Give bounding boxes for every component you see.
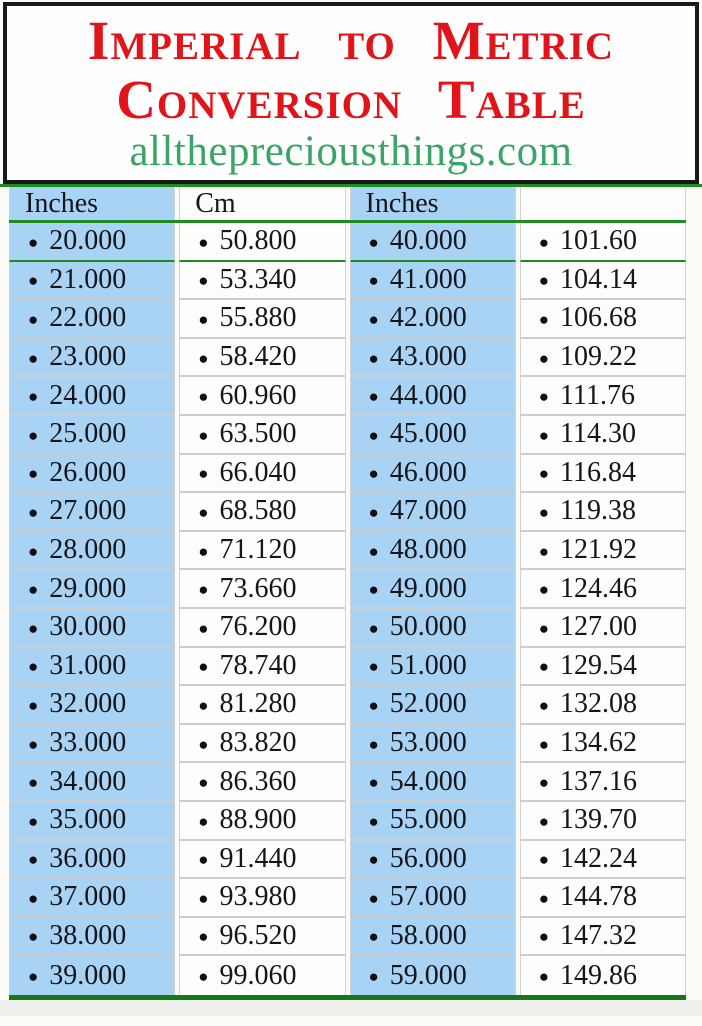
cell-value: 24.000 xyxy=(49,379,127,411)
bullet-icon: ● xyxy=(28,348,39,368)
cell-value: 142.24 xyxy=(560,842,638,874)
bullet-icon: ● xyxy=(538,348,550,368)
bullet-icon: ● xyxy=(368,425,379,445)
cell-value: 58.420 xyxy=(219,341,297,373)
cell-value: 59.000 xyxy=(389,959,467,991)
inches-cell xyxy=(9,377,175,416)
bullet-icon: ● xyxy=(28,967,39,987)
table-row xyxy=(9,377,686,416)
cell-value: 114.30 xyxy=(560,418,636,450)
cm-cell xyxy=(520,223,686,262)
bullet-icon: ● xyxy=(198,348,209,368)
bullet-icon: ● xyxy=(198,464,209,484)
column-header-inches-1: Inches xyxy=(9,187,175,220)
cell-value: 44.000 xyxy=(389,379,467,411)
cm-cell xyxy=(520,841,686,880)
table-row xyxy=(9,493,686,532)
table-row xyxy=(9,416,686,455)
inches-cell xyxy=(9,532,175,571)
bullet-icon: ● xyxy=(198,580,209,600)
cm-cell xyxy=(520,725,686,764)
cell-value: 48.000 xyxy=(389,534,467,566)
cm-cell xyxy=(179,841,345,880)
table-row xyxy=(9,609,686,648)
cm-cell xyxy=(179,609,345,648)
table-row xyxy=(9,339,686,378)
inches-cell xyxy=(350,416,516,455)
table-row xyxy=(9,300,686,339)
inches-cell xyxy=(9,223,175,262)
bullet-icon: ● xyxy=(538,695,550,715)
cell-value: 56.000 xyxy=(389,842,467,874)
inches-cell xyxy=(350,300,516,339)
cell-value: 91.440 xyxy=(219,842,297,874)
bullet-icon: ● xyxy=(28,657,39,677)
website-link: allthepreciousthings.com xyxy=(129,127,573,175)
cell-value: 47.000 xyxy=(389,495,467,527)
cell-value: 149.86 xyxy=(560,959,638,991)
page-title-line1: Imperial to Metric xyxy=(87,10,615,71)
cell-value: 139.70 xyxy=(560,804,638,836)
inches-cell xyxy=(9,686,175,725)
inches-cell xyxy=(9,339,175,378)
cm-cell xyxy=(520,802,686,841)
cm-cell xyxy=(520,956,686,995)
bullet-icon: ● xyxy=(368,309,379,329)
cell-value: 23.000 xyxy=(49,341,127,373)
bullet-icon: ● xyxy=(368,464,379,484)
bullet-icon: ● xyxy=(28,271,39,291)
cell-value: 53.000 xyxy=(389,727,467,759)
table-row xyxy=(9,686,686,725)
cell-value: 127.00 xyxy=(560,611,638,643)
bullet-icon: ● xyxy=(368,502,379,522)
inches-cell xyxy=(350,377,516,416)
cell-value: 147.32 xyxy=(560,919,638,951)
bullet-icon: ● xyxy=(28,811,39,831)
bullet-icon: ● xyxy=(28,502,39,522)
cell-value: 20.000 xyxy=(49,225,127,257)
cell-value: 21.000 xyxy=(49,263,127,295)
inches-cell xyxy=(350,609,516,648)
bullet-icon: ● xyxy=(198,387,209,407)
cell-value: 73.660 xyxy=(219,572,297,604)
bullet-icon: ● xyxy=(198,271,209,291)
bullet-icon: ● xyxy=(198,888,209,908)
bullet-icon: ● xyxy=(368,541,379,561)
bullet-icon: ● xyxy=(28,888,39,908)
bullet-icon: ● xyxy=(368,348,379,368)
cell-value: 144.78 xyxy=(560,881,638,913)
bullet-icon: ● xyxy=(28,580,39,600)
bullet-icon: ● xyxy=(198,232,209,252)
cell-value: 93.980 xyxy=(219,881,297,913)
bullet-icon: ● xyxy=(368,888,379,908)
cell-value: 50.000 xyxy=(389,611,467,643)
inches-cell xyxy=(350,841,516,880)
cm-cell xyxy=(179,493,345,532)
bullet-icon: ● xyxy=(368,657,379,677)
cm-cell xyxy=(179,416,345,455)
inches-cell xyxy=(9,725,175,764)
table-row xyxy=(9,879,686,918)
inches-cell xyxy=(9,493,175,532)
inches-cell xyxy=(9,262,175,301)
bullet-icon: ● xyxy=(28,695,39,715)
cell-value: 41.000 xyxy=(389,263,467,295)
cell-value: 35.000 xyxy=(49,804,127,836)
bullet-icon: ● xyxy=(28,541,39,561)
bullet-icon: ● xyxy=(198,734,209,754)
inches-cell xyxy=(9,416,175,455)
cell-value: 132.08 xyxy=(560,688,638,720)
cell-value: 124.46 xyxy=(560,572,638,604)
cell-value: 104.14 xyxy=(560,263,638,295)
inches-cell xyxy=(350,802,516,841)
cell-value: 45.000 xyxy=(389,418,467,450)
cm-cell xyxy=(520,416,686,455)
cell-value: 109.22 xyxy=(560,341,638,373)
inches-cell xyxy=(350,493,516,532)
bullet-icon: ● xyxy=(368,387,379,407)
cell-value: 53.340 xyxy=(219,263,297,295)
cell-value: 137.16 xyxy=(560,765,638,797)
inches-cell xyxy=(350,956,516,995)
inches-cell xyxy=(9,300,175,339)
bullet-icon: ● xyxy=(368,734,379,754)
bullet-icon: ● xyxy=(28,927,39,947)
cell-value: 134.62 xyxy=(560,727,638,759)
cell-value: 25.000 xyxy=(49,418,127,450)
bullet-icon: ● xyxy=(538,773,550,793)
cell-value: 86.360 xyxy=(219,765,297,797)
bullet-icon: ● xyxy=(28,734,39,754)
cell-value: 71.120 xyxy=(219,534,297,566)
conversion-table xyxy=(9,187,686,995)
bullet-icon: ● xyxy=(28,850,39,870)
bullet-icon: ● xyxy=(28,618,39,638)
bullet-icon: ● xyxy=(28,309,39,329)
bullet-icon: ● xyxy=(368,850,379,870)
cm-cell xyxy=(179,956,345,995)
cell-value: 43.000 xyxy=(389,341,467,373)
table-header-row xyxy=(9,187,686,220)
cell-value: 129.54 xyxy=(560,649,638,681)
cell-value: 31.000 xyxy=(49,649,127,681)
inches-cell xyxy=(350,223,516,262)
cell-value: 40.000 xyxy=(389,225,467,257)
cell-value: 54.000 xyxy=(389,765,467,797)
cell-value: 58.000 xyxy=(389,919,467,951)
column-header-inches-2: Inches xyxy=(350,187,516,220)
bullet-icon: ● xyxy=(538,967,550,987)
bullet-icon: ● xyxy=(538,425,550,445)
cm-cell xyxy=(179,455,345,494)
bullet-icon: ● xyxy=(28,464,39,484)
inches-cell xyxy=(9,879,175,918)
cm-cell xyxy=(179,725,345,764)
cell-value: 22.000 xyxy=(49,302,127,334)
bullet-icon: ● xyxy=(538,618,550,638)
bullet-icon: ● xyxy=(368,811,379,831)
cell-value: 63.500 xyxy=(219,418,297,450)
cell-value: 46.000 xyxy=(389,456,467,488)
bullet-icon: ● xyxy=(198,309,209,329)
page-footer-strip xyxy=(0,1000,702,1016)
title-box xyxy=(3,2,699,184)
cm-cell xyxy=(179,300,345,339)
bullet-icon: ● xyxy=(538,464,550,484)
cm-cell xyxy=(520,686,686,725)
table-row xyxy=(9,802,686,841)
cell-value: 88.900 xyxy=(219,804,297,836)
bullet-icon: ● xyxy=(368,271,379,291)
cell-value: 83.820 xyxy=(219,727,297,759)
inches-cell xyxy=(9,802,175,841)
bullet-icon: ● xyxy=(198,657,209,677)
bullet-icon: ● xyxy=(368,580,379,600)
bullet-icon: ● xyxy=(28,425,39,445)
bullet-icon: ● xyxy=(198,850,209,870)
cm-cell xyxy=(520,262,686,301)
cell-value: 39.000 xyxy=(49,959,127,991)
cm-cell xyxy=(520,493,686,532)
bullet-icon: ● xyxy=(198,425,209,445)
inches-cell xyxy=(350,648,516,687)
bullet-icon: ● xyxy=(28,387,39,407)
bullet-icon: ● xyxy=(198,773,209,793)
bullet-icon: ● xyxy=(368,232,379,252)
bullet-icon: ● xyxy=(538,541,550,561)
table-row xyxy=(9,763,686,802)
inches-cell xyxy=(350,339,516,378)
bullet-icon: ● xyxy=(198,927,209,947)
inches-cell xyxy=(350,686,516,725)
inches-cell xyxy=(9,570,175,609)
cell-value: 36.000 xyxy=(49,842,127,874)
bullet-icon: ● xyxy=(538,309,550,329)
bullet-icon: ● xyxy=(368,967,379,987)
bullet-icon: ● xyxy=(198,502,209,522)
cell-value: 52.000 xyxy=(389,688,467,720)
inches-cell xyxy=(350,879,516,918)
cm-cell xyxy=(520,300,686,339)
cell-value: 42.000 xyxy=(389,302,467,334)
cell-value: 51.000 xyxy=(389,649,467,681)
cm-cell xyxy=(179,918,345,957)
cm-cell xyxy=(520,609,686,648)
cell-value: 55.000 xyxy=(389,804,467,836)
table-row xyxy=(9,532,686,571)
bullet-icon: ● xyxy=(28,232,39,252)
cell-value: 34.000 xyxy=(49,765,127,797)
cm-cell xyxy=(179,879,345,918)
bullet-icon: ● xyxy=(198,618,209,638)
conversion-table-body xyxy=(9,223,686,995)
cell-value: 101.60 xyxy=(560,225,638,257)
cm-cell xyxy=(179,532,345,571)
cm-cell xyxy=(179,686,345,725)
column-header-cm-2 xyxy=(520,187,686,220)
cm-cell xyxy=(520,570,686,609)
bullet-icon: ● xyxy=(368,618,379,638)
inches-cell xyxy=(350,570,516,609)
cm-cell xyxy=(179,570,345,609)
cell-value: 96.520 xyxy=(219,919,297,951)
bullet-icon: ● xyxy=(538,271,550,291)
table-row xyxy=(9,648,686,687)
cm-cell xyxy=(520,918,686,957)
inches-cell xyxy=(9,648,175,687)
table-row xyxy=(9,262,686,301)
cell-value: 116.84 xyxy=(560,456,636,488)
cell-value: 29.000 xyxy=(49,572,127,604)
cell-value: 76.200 xyxy=(219,611,297,643)
cm-cell xyxy=(520,455,686,494)
cm-cell xyxy=(520,377,686,416)
cm-cell xyxy=(179,339,345,378)
inches-cell xyxy=(9,918,175,957)
cm-cell xyxy=(179,262,345,301)
page xyxy=(0,2,702,1026)
inches-cell xyxy=(350,725,516,764)
inches-cell xyxy=(9,609,175,648)
cell-value: 106.68 xyxy=(560,302,638,334)
cell-value: 111.76 xyxy=(560,379,635,411)
cell-value: 50.800 xyxy=(219,225,297,257)
cell-value: 99.060 xyxy=(219,959,297,991)
cm-cell xyxy=(520,648,686,687)
cell-value: 28.000 xyxy=(49,534,127,566)
cm-cell xyxy=(520,763,686,802)
table-row xyxy=(9,223,686,262)
cell-value: 81.280 xyxy=(219,688,297,720)
bullet-icon: ● xyxy=(198,541,209,561)
inches-cell xyxy=(350,763,516,802)
inches-cell xyxy=(9,455,175,494)
table-row xyxy=(9,570,686,609)
cell-value: 33.000 xyxy=(49,727,127,759)
cm-cell xyxy=(179,802,345,841)
cell-value: 37.000 xyxy=(49,881,127,913)
cm-cell xyxy=(179,377,345,416)
table-row xyxy=(9,841,686,880)
bullet-icon: ● xyxy=(538,850,550,870)
inches-cell xyxy=(9,763,175,802)
bullet-icon: ● xyxy=(198,811,209,831)
cell-value: 68.580 xyxy=(219,495,297,527)
bullet-icon: ● xyxy=(538,927,550,947)
bullet-icon: ● xyxy=(538,502,550,522)
page-title-line2: Conversion Table xyxy=(116,68,586,130)
bullet-icon: ● xyxy=(368,773,379,793)
bullet-icon: ● xyxy=(368,695,379,715)
bullet-icon: ● xyxy=(538,580,550,600)
cell-value: 26.000 xyxy=(49,456,127,488)
cm-cell xyxy=(520,532,686,571)
cell-value: 49.000 xyxy=(389,572,467,604)
cell-value: 121.92 xyxy=(560,534,638,566)
bullet-icon: ● xyxy=(538,811,550,831)
bullet-icon: ● xyxy=(198,695,209,715)
bullet-icon: ● xyxy=(538,657,550,677)
table-row xyxy=(9,725,686,764)
cell-value: 55.880 xyxy=(219,302,297,334)
table-row xyxy=(9,918,686,957)
cell-value: 32.000 xyxy=(49,688,127,720)
table-row xyxy=(9,956,686,995)
cell-value: 60.960 xyxy=(219,379,297,411)
bullet-icon: ● xyxy=(28,773,39,793)
cm-cell xyxy=(520,879,686,918)
bullet-icon: ● xyxy=(538,387,550,407)
cell-value: 57.000 xyxy=(389,881,467,913)
cell-value: 38.000 xyxy=(49,919,127,951)
cell-value: 66.040 xyxy=(219,456,297,488)
column-header-cm-1: Cm xyxy=(179,187,345,220)
bullet-icon: ● xyxy=(368,927,379,947)
bullet-icon: ● xyxy=(538,888,550,908)
inches-cell xyxy=(9,841,175,880)
inches-cell xyxy=(350,455,516,494)
cm-cell xyxy=(179,763,345,802)
cm-cell xyxy=(179,648,345,687)
cell-value: 78.740 xyxy=(219,649,297,681)
bullet-icon: ● xyxy=(198,967,209,987)
cell-value: 27.000 xyxy=(49,495,127,527)
cm-cell xyxy=(520,339,686,378)
inches-cell xyxy=(9,956,175,995)
bullet-icon: ● xyxy=(538,232,550,252)
table-row xyxy=(9,455,686,494)
bullet-icon: ● xyxy=(538,734,550,754)
inches-cell xyxy=(350,262,516,301)
cm-cell xyxy=(179,223,345,262)
cell-value: 30.000 xyxy=(49,611,127,643)
inches-cell xyxy=(350,532,516,571)
inches-cell xyxy=(350,918,516,957)
cell-value: 119.38 xyxy=(560,495,636,527)
